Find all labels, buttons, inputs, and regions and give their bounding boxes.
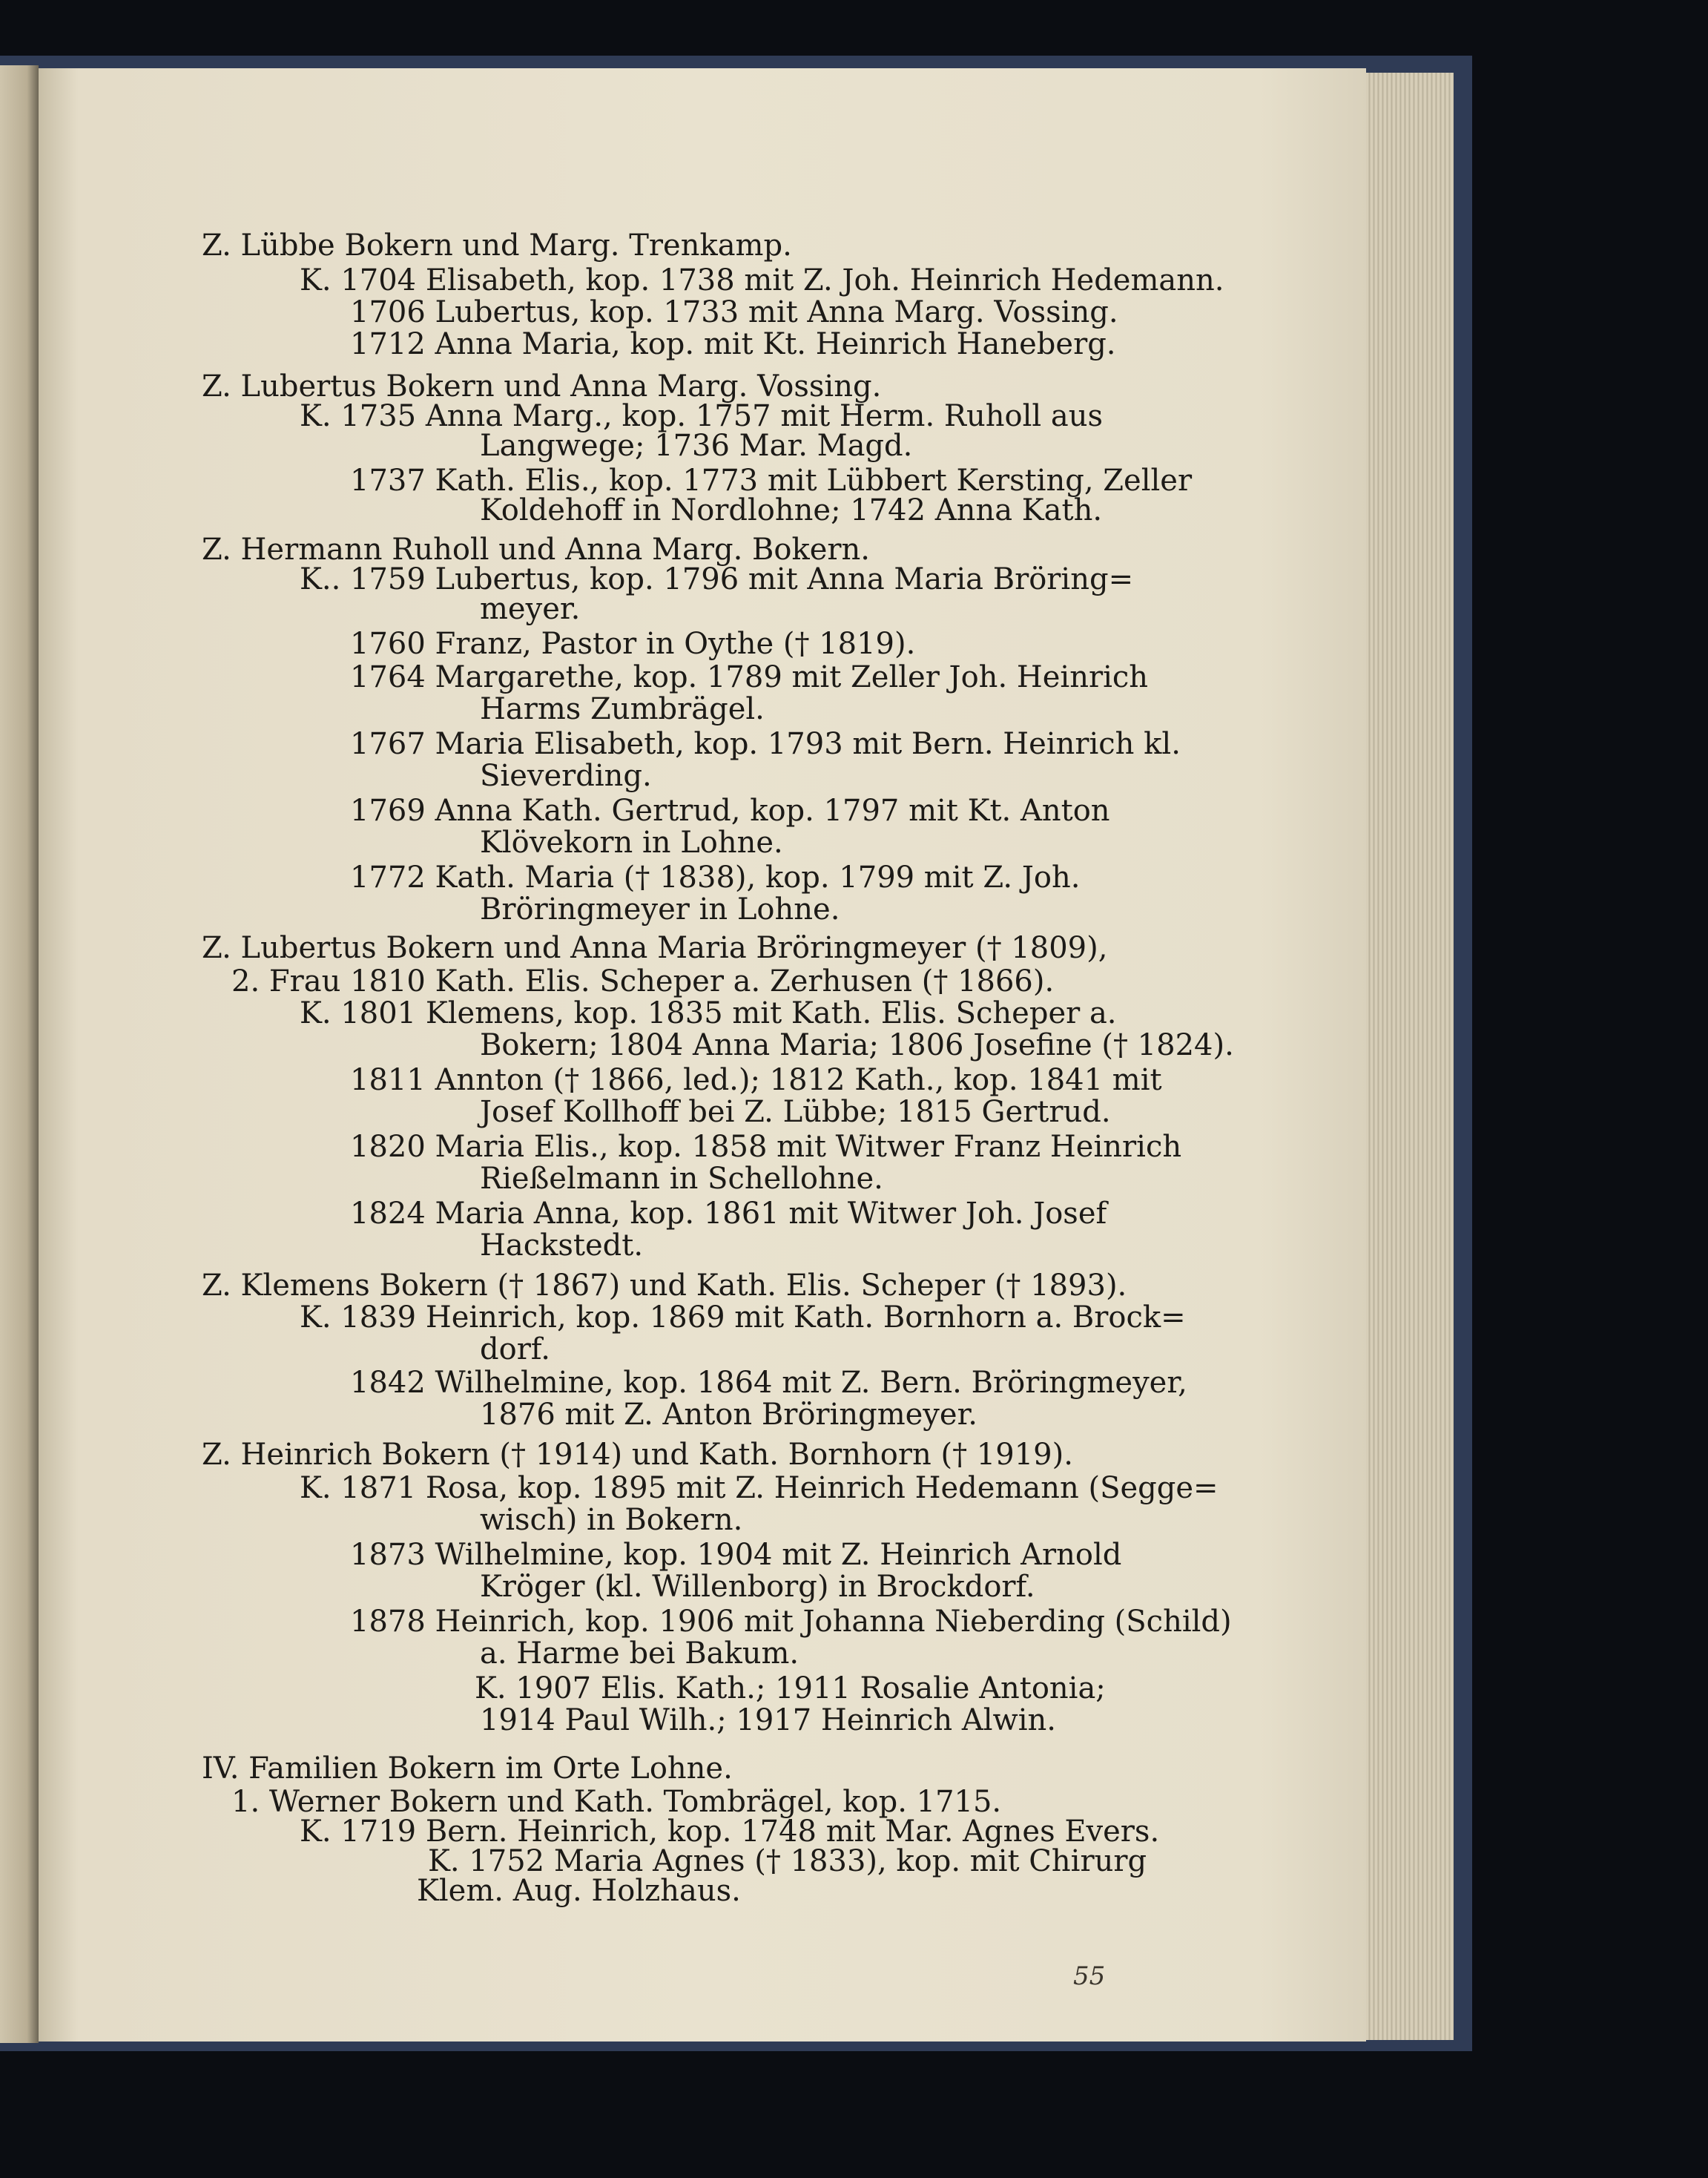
text-line: K. 1735 Anna Marg., kop. 1757 mit Herm. Ruholl aus	[300, 399, 1104, 433]
text-line: Z. Lübbe Bokern und Marg. Trenkamp.	[202, 228, 792, 263]
text-line: K. 1839 Heinrich, kop. 1869 mit Kath. Bornhorn a. Brock=	[300, 1300, 1186, 1335]
text-line: 1767 Maria Elisabeth, kop. 1793 mit Bern. Heinrich kl.	[350, 727, 1181, 761]
text-line: 1811 Annton († 1866, led.); 1812 Kath., kop. 1841 mit	[350, 1063, 1162, 1097]
text-line: 2. Frau 1810 Kath. Elis. Scheper a. Zerhusen († 1866).	[231, 964, 1055, 998]
text-line: Z. Lubertus Bokern und Anna Marg. Vossing.	[202, 369, 882, 404]
text-line: Harms Zumbrägel.	[480, 692, 765, 726]
left-page-edge	[0, 65, 39, 2043]
text-line: 1876 mit Z. Anton Bröringmeyer.	[480, 1398, 978, 1432]
text-line: K.. 1759 Lubertus, kop. 1796 mit Anna Maria Bröring=	[300, 562, 1134, 596]
text-line: Klem. Aug. Holzhaus.	[417, 1874, 741, 1908]
text-line: K. 1801 Klemens, kop. 1835 mit Kath. Elis. Scheper a.	[300, 996, 1117, 1030]
text-line: Hackstedt.	[480, 1228, 644, 1263]
text-line: meyer.	[480, 592, 581, 626]
text-line: K. 1704 Elisabeth, kop. 1738 mit Z. Joh. Heinrich Hedemann.	[300, 263, 1224, 297]
text-line: 1764 Margarethe, kop. 1789 mit Zeller Joh. Heinrich	[350, 660, 1149, 694]
text-line: K. 1752 Maria Agnes († 1833), kop. mit Chirurg	[428, 1844, 1147, 1878]
text-line: 1760 Franz, Pastor in Oythe († 1819).	[350, 627, 916, 661]
text-line: IV. Familien Bokern im Orte Lohne.	[202, 1751, 733, 1786]
text-line: K. 1871 Rosa, kop. 1895 mit Z. Heinrich Hedemann (Segge=	[300, 1471, 1219, 1505]
text-line: Kröger (kl. Willenborg) in Brockdorf.	[480, 1570, 1035, 1604]
text-line: 1873 Wilhelmine, kop. 1904 mit Z. Heinrich Arnold	[350, 1538, 1122, 1572]
text-line: Sieverding.	[480, 759, 652, 793]
text-line: Z. Heinrich Bokern († 1914) und Kath. Bornhorn († 1919).	[202, 1438, 1073, 1472]
text-line: 1772 Kath. Maria († 1838), kop. 1799 mit Z. Joh.	[350, 861, 1081, 895]
text-line: 1820 Maria Elis., kop. 1858 mit Witwer Franz Heinrich	[350, 1130, 1182, 1164]
text-line: Bröringmeyer in Lohne.	[480, 892, 840, 927]
text-line: Josef Kollhoff bei Z. Lübbe; 1815 Gertrud.	[480, 1095, 1111, 1129]
text-line: Koldehoff in Nordlohne; 1742 Anna Kath.	[480, 493, 1103, 527]
text-line: 1706 Lubertus, kop. 1733 mit Anna Marg. Vossing.	[350, 295, 1118, 329]
text-line: Rießelmann in Schellohne.	[480, 1162, 883, 1196]
text-line: 1712 Anna Maria, kop. mit Kt. Heinrich Haneberg.	[350, 327, 1116, 361]
text-line: 1. Werner Bokern und Kath. Tombrägel, kop. 1715.	[231, 1785, 1002, 1819]
text-line: wisch) in Bokern.	[480, 1503, 743, 1537]
book-page	[39, 68, 1366, 2042]
page-number: 55	[1073, 1961, 1106, 1991]
page-edges	[1366, 73, 1454, 2040]
text-line: Z. Hermann Ruholl und Anna Marg. Bokern.	[202, 533, 870, 567]
text-line: K. 1907 Elis. Kath.; 1911 Rosalie Antonia;	[475, 1671, 1106, 1705]
text-line: Bokern; 1804 Anna Maria; 1806 Josefine († 1824).	[480, 1028, 1234, 1062]
text-line: 1824 Maria Anna, kop. 1861 mit Witwer Joh. Josef	[350, 1197, 1107, 1231]
text-line: a. Harme bei Bakum.	[480, 1636, 799, 1671]
text-line: Z. Lubertus Bokern und Anna Maria Bröringmeyer († 1809),	[202, 931, 1108, 965]
text-line: 1769 Anna Kath. Gertrud, kop. 1797 mit Kt. Anton	[350, 794, 1110, 828]
text-line: dorf.	[480, 1332, 550, 1366]
text-line: 1878 Heinrich, kop. 1906 mit Johanna Nieberding (Schild)	[350, 1605, 1232, 1639]
text-line: 1842 Wilhelmine, kop. 1864 mit Z. Bern. Bröringmeyer,	[350, 1366, 1187, 1400]
text-line: Langwege; 1736 Mar. Magd.	[480, 429, 913, 463]
text-line: 1737 Kath. Elis., kop. 1773 mit Lübbert Kersting, Zeller	[350, 464, 1193, 498]
text-line: Klövekorn in Lohne.	[480, 826, 783, 860]
text-line: Z. Klemens Bokern († 1867) und Kath. Elis. Scheper († 1893).	[202, 1269, 1127, 1303]
text-line: K. 1719 Bern. Heinrich, kop. 1748 mit Mar. Agnes Evers.	[300, 1815, 1160, 1849]
text-line: 1914 Paul Wilh.; 1917 Heinrich Alwin.	[480, 1703, 1057, 1737]
